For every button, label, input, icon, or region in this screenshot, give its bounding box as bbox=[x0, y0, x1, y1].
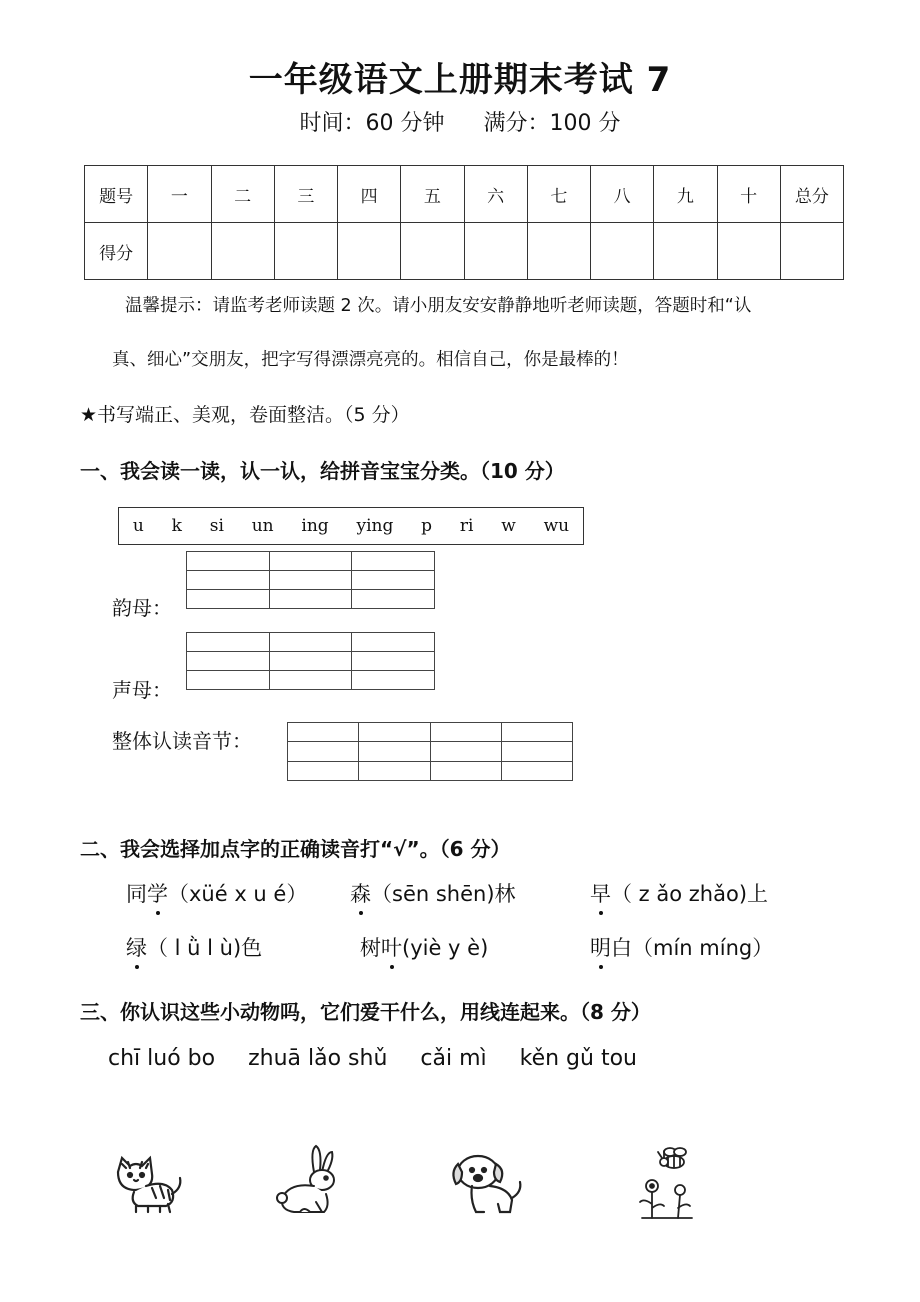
q2-item[interactable] bbox=[360, 932, 488, 962]
score-cell[interactable] bbox=[591, 223, 654, 280]
q2-item-options: （ z ǎo zhǎo)上 bbox=[611, 882, 769, 906]
pinyin-item: wu bbox=[543, 516, 570, 536]
bee-flower-illustration[interactable] bbox=[630, 1142, 710, 1222]
tip-line-2: 真、细心”交朋友，把字写得漂漂亮亮的。相信自己，你是最棒的！ bbox=[112, 350, 629, 370]
rabbit-illustration[interactable] bbox=[270, 1142, 350, 1222]
exam-title: 一年级语文上册期末考试 7 bbox=[248, 60, 672, 100]
activity-pinyin-row bbox=[108, 1046, 663, 1071]
pinyin-item: un bbox=[251, 516, 274, 536]
exam-time: 时间：60 分钟 bbox=[299, 111, 445, 136]
score-header-cell: 六 bbox=[464, 166, 527, 223]
q2-item-text: 同 bbox=[126, 882, 147, 906]
score-cell[interactable] bbox=[717, 223, 780, 280]
exam-full-score: 满分：100 分 bbox=[483, 111, 621, 136]
dotted-char: 明 bbox=[590, 932, 611, 962]
score-cell[interactable] bbox=[338, 223, 401, 280]
dotted-char: 学 bbox=[147, 878, 168, 908]
score-row-label: 得分 bbox=[85, 223, 148, 280]
score-table bbox=[84, 165, 844, 280]
q2-item-options: 白（mín míng） bbox=[611, 936, 774, 960]
score-cell[interactable] bbox=[654, 223, 717, 280]
cat-illustration[interactable] bbox=[108, 1142, 188, 1222]
exam-info bbox=[0, 106, 920, 137]
q2-item[interactable] bbox=[590, 932, 773, 962]
yunmu-grid[interactable] bbox=[186, 551, 435, 609]
q2-item-options: （sēn shēn)林 bbox=[371, 882, 516, 906]
score-header-cell: 八 bbox=[591, 166, 654, 223]
yunmu-label: 韵母： bbox=[112, 596, 172, 620]
activity-pinyin: cǎi mì bbox=[420, 1046, 487, 1071]
q2-item-options: （ l ǜ l ù)色 bbox=[147, 936, 263, 960]
dotted-char: 森 bbox=[350, 878, 371, 908]
activity-pinyin: kěn gǔ tou bbox=[519, 1046, 637, 1071]
section-1-title: 一、我会读一读，认一认，给拼音宝宝分类。（10 分） bbox=[80, 459, 565, 483]
dog-illustration[interactable] bbox=[448, 1142, 528, 1222]
score-header-cell: 四 bbox=[338, 166, 401, 223]
score-header-cell: 五 bbox=[401, 166, 464, 223]
pinyin-item: k bbox=[171, 516, 182, 536]
score-cell[interactable] bbox=[148, 223, 211, 280]
pinyin-item: ri bbox=[459, 516, 474, 536]
score-header-cell: 十 bbox=[717, 166, 780, 223]
score-cell[interactable] bbox=[211, 223, 274, 280]
q2-item-text: 树 bbox=[360, 936, 381, 960]
writing-requirement: ★书写端正、美观，卷面整洁。（5 分） bbox=[80, 404, 410, 426]
shengmu-label: 声母： bbox=[112, 678, 172, 702]
score-cell[interactable] bbox=[780, 223, 843, 280]
q2-item[interactable] bbox=[126, 932, 262, 962]
score-header-cell: 总分 bbox=[780, 166, 843, 223]
section-3-title: 三、你认识这些小动物吗，它们爱干什么，用线连起来。（8 分） bbox=[80, 1000, 651, 1024]
score-table-score-row bbox=[85, 223, 844, 280]
q2-item-options: (yiè y è) bbox=[402, 936, 489, 960]
q2-item[interactable] bbox=[126, 878, 307, 908]
dotted-char: 早 bbox=[590, 878, 611, 908]
pinyin-item: si bbox=[209, 516, 224, 536]
score-cell[interactable] bbox=[401, 223, 464, 280]
dotted-char: 绿 bbox=[126, 932, 147, 962]
pinyin-item: u bbox=[132, 516, 144, 536]
score-header-cell: 一 bbox=[148, 166, 211, 223]
score-header-cell: 三 bbox=[274, 166, 337, 223]
score-header-cell: 七 bbox=[527, 166, 590, 223]
score-header-cell: 题号 bbox=[85, 166, 148, 223]
activity-pinyin: zhuā lǎo shǔ bbox=[248, 1046, 388, 1071]
score-header-cell: 二 bbox=[211, 166, 274, 223]
pinyin-item: w bbox=[501, 516, 516, 536]
score-cell[interactable] bbox=[464, 223, 527, 280]
shengmu-grid[interactable] bbox=[186, 632, 435, 690]
score-cell[interactable] bbox=[527, 223, 590, 280]
pinyin-item: ing bbox=[301, 516, 329, 536]
zhengti-label: 整体认读音节： bbox=[112, 729, 252, 753]
score-table-header-row bbox=[85, 166, 844, 223]
q2-item-options: （xüé x u é） bbox=[168, 882, 308, 906]
pinyin-item: p bbox=[421, 516, 433, 536]
pinyin-item: ying bbox=[356, 516, 394, 536]
dotted-char: 叶 bbox=[381, 932, 402, 962]
activity-pinyin: chī luó bo bbox=[108, 1046, 216, 1071]
zhengti-grid[interactable] bbox=[287, 722, 573, 781]
pinyin-box bbox=[118, 507, 584, 545]
q2-item[interactable] bbox=[350, 878, 516, 908]
score-header-cell: 九 bbox=[654, 166, 717, 223]
q2-item[interactable] bbox=[590, 878, 768, 908]
score-cell[interactable] bbox=[274, 223, 337, 280]
tip-line-1: 温馨提示：请监考老师读题 2 次。请小朋友安安静静地听老师读题，答题时和“认 bbox=[125, 296, 752, 316]
section-2-title: 二、我会选择加点字的正确读音打“√”。（6 分） bbox=[80, 837, 511, 861]
